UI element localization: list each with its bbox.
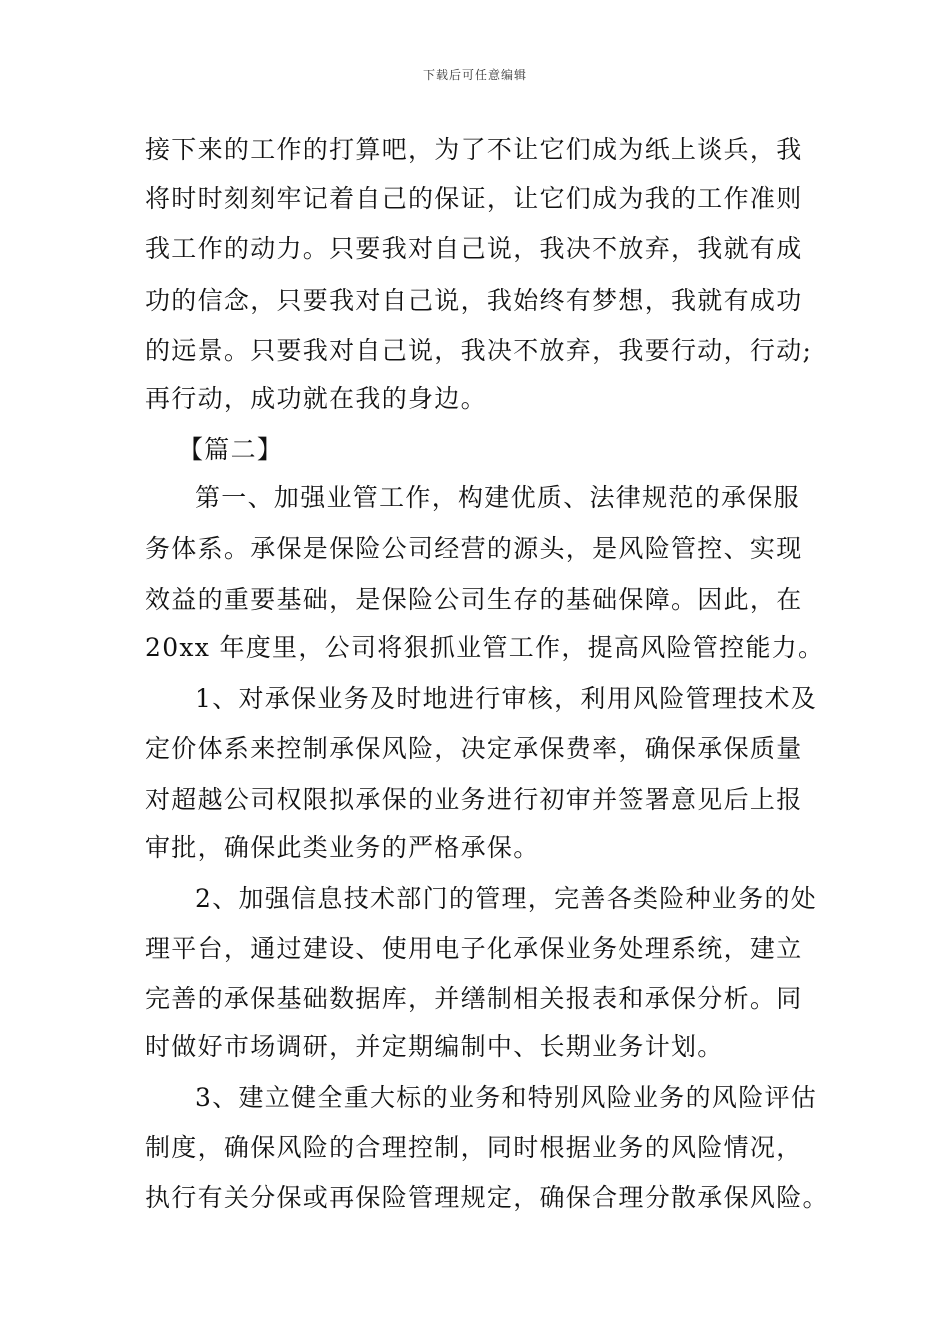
text-line: 接下来的工作的打算吧，为了不让它们成为纸上谈兵，我 xyxy=(145,135,803,164)
text-line: 定价体系来控制承保风险，决定承保费率，确保承保质量 xyxy=(145,734,803,763)
text-line: 再行动，成功就在我的身边。 xyxy=(145,384,487,413)
text-line: 功的信念，只要我对自己说，我始终有梦想，我就有成功 xyxy=(145,286,803,315)
text-line: 审批，确保此类业务的严格承保。 xyxy=(145,833,540,862)
text-line: 的远景。只要我对自己说，我决不放弃，我要行动，行动; xyxy=(145,336,813,365)
text-line: 效益的重要基础，是保险公司生存的基础保障。因此，在 xyxy=(145,585,803,614)
text-line: 执行有关分保或再保险管理规定，确保合理分散承保风险。 xyxy=(145,1183,829,1212)
text-line: 完善的承保基础数据库，并缮制相关报表和承保分析。同 xyxy=(145,984,803,1013)
text-line: 对超越公司权限拟承保的业务进行初审并签署意见后上报 xyxy=(145,785,803,814)
text-line: 我工作的动力。只要我对自己说，我决不放弃，我就有成 xyxy=(145,234,803,263)
text-line: 制度，确保风险的合理控制，同时根据业务的风险情况， xyxy=(145,1133,803,1162)
text-line: 20xx 年度里，公司将狠抓业管工作，提高风险管控能力。 xyxy=(145,633,825,662)
text-line: 将时时刻刻牢记着自己的保证，让它们成为我的工作准则 xyxy=(145,184,803,213)
header-note: 下载后可任意编辑 xyxy=(422,68,527,82)
text-line: 时做好市场调研，并定期编制中、长期业务计划。 xyxy=(145,1032,724,1061)
text-line: 2、加强信息技术部门的管理，完善各类险种业务的处 xyxy=(195,884,818,913)
text-line: 3、建立健全重大标的业务和特别风险业务的风险评估 xyxy=(195,1083,818,1112)
section-heading: 【篇二】 xyxy=(178,435,284,464)
text-line: 1、对承保业务及时地进行审核，利用风险管理技术及 xyxy=(195,684,818,713)
text-line: 第一、加强业管工作，构建优质、法律规范的承保服 xyxy=(195,483,800,512)
text-line: 务体系。承保是保险公司经营的源头，是风险管控、实现 xyxy=(145,534,803,563)
text-line: 理平台，通过建设、使用电子化承保业务处理系统，建立 xyxy=(145,934,803,963)
